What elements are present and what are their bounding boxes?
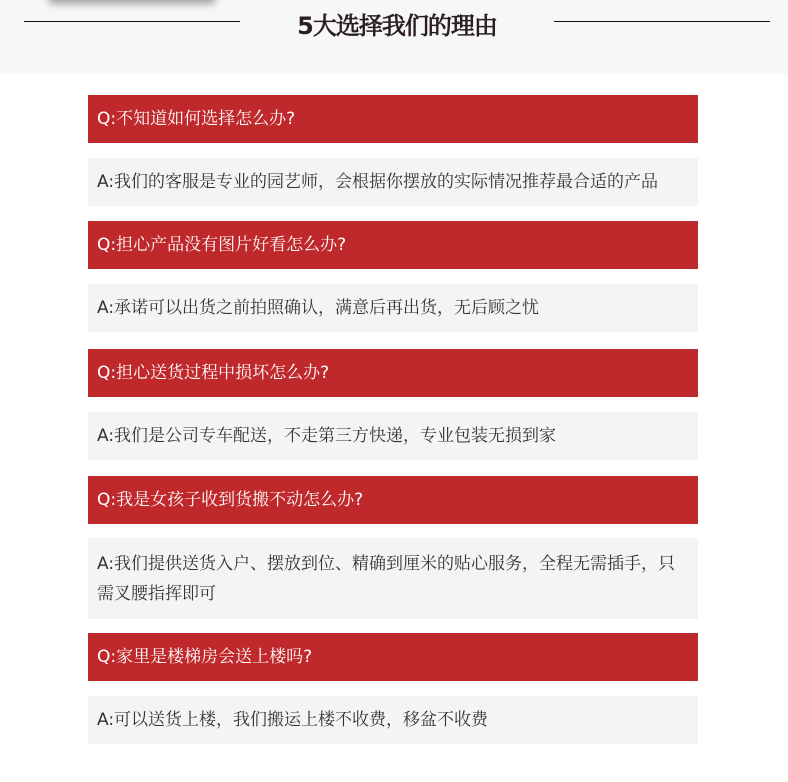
faq-answer-3: A:我们是公司专车配送，不走第三方快递，专业包装无损到家	[88, 412, 698, 460]
faq-question-4: Q:我是女孩子收到货搬不动怎么办?	[88, 476, 698, 524]
faq-question-3: Q:担心送货过程中损坏怎么办?	[88, 349, 698, 397]
faq-answer-4: A:我们提供送货入户、摆放到位、精确到厘米的贴心服务，全程无需插手，只需叉腰指挥即可	[88, 538, 698, 619]
faq-list	[88, 0, 698, 782]
faq-question-1: Q:不知道如何选择怎么办?	[88, 95, 698, 143]
faq-question-2: Q:担心产品没有图片好看怎么办?	[88, 221, 698, 269]
faq-answer-5: A:可以送货上楼，我们搬运上楼不收费，移盆不收费	[88, 696, 698, 744]
faq-answer-2: A:承诺可以出货之前拍照确认，满意后再出货，无后顾之忧	[88, 284, 698, 332]
page-title: 5大选择我们的理由	[297, 12, 497, 40]
faq-answer-1: A:我们的客服是专业的园艺师，会根据你摆放的实际情况推荐最合适的产品	[88, 158, 698, 206]
faq-question-5: Q:家里是楼梯房会送上楼吗?	[88, 633, 698, 681]
